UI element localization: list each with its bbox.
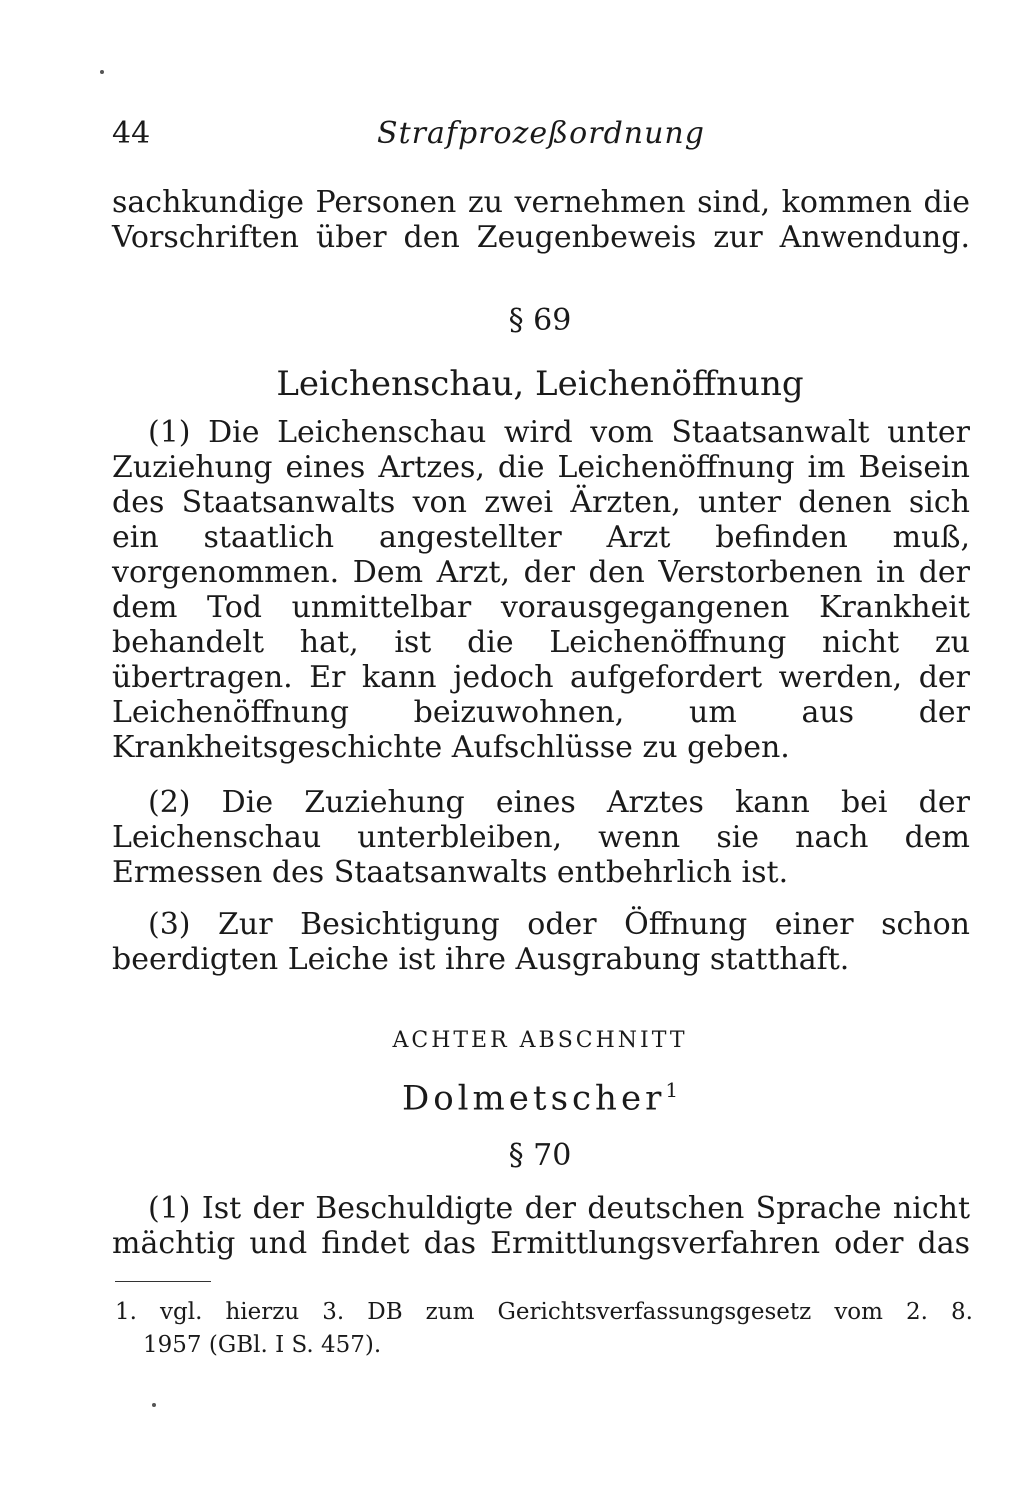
chapter-label: ACHTER ABSCHNITT [392, 1028, 688, 1053]
footnote-rule [115, 1281, 211, 1282]
chapter-footnote-mark: 1 [665, 1078, 679, 1102]
section-69-paragraph-3-block [112, 907, 970, 977]
chapter-title-text: Dolmetscher [401, 1078, 666, 1119]
section-70-paragraph-1-block [112, 1191, 970, 1261]
footnote [115, 1296, 973, 1362]
print-speck [100, 70, 104, 74]
chapter-title [0, 1078, 1024, 1118]
footnote-line-1: 1. vgl. hierzu 3. DB zum Gerichtsverfassungsgesetz vom 2. 8. [115, 1299, 973, 1325]
section-69-paragraph-1: (1) Die Leichenschau wird vom Staatsanwalt unter Zuziehung eines Artzes, die Leichenöffnung im Beisein des Staatsanwalts von zwei Ärzten, unter denen sich ein staatlich angestellter Arzt befinden muß, vorgenommen. Dem Arzt, der den Verstorbenen in der dem Tod unmittelbar vorausgegangenen Krankheit behandelt hat, ist die Leichenöffnung nicht zu übertragen. Er kann jedoch aufgefordert werden, der Leichenöffnung beizuwohnen, um aus der Krankheitsgeschichte Aufschlüsse zu geben. [112, 415, 970, 765]
print-speck [152, 1403, 156, 1407]
page-number: 44 [112, 116, 151, 151]
section-70-paragraph-1: (1) Ist der Beschuldigte der deutschen Sprache nicht mächtig und findet das Ermittlungsverfahren oder das [112, 1191, 970, 1261]
running-title: Strafprozeßordnung [377, 116, 705, 151]
section-69-sign: § 69 [508, 303, 572, 338]
page-header [112, 116, 970, 156]
section-69-paragraph-3: (3) Zur Besichtigung oder Öffnung einer schon beerdigten Leiche ist ihre Ausgrabung statthaft. [112, 907, 970, 977]
section-69-paragraph-1-block [112, 415, 970, 765]
section-69-title: Leichenschau, Leichenöffnung [276, 364, 804, 404]
section-69-paragraph-2-block [112, 785, 970, 890]
footnote-line-2: 1957 (GBl. I S. 457). [143, 1332, 382, 1358]
intro-paragraph: sachkundige Personen zu vernehmen sind, kommen die Vorschriften über den Zeugenbeweis zur Anwendung. [112, 185, 970, 255]
section-69-paragraph-2: (2) Die Zuziehung eines Arztes kann bei der Leichenschau unterbleiben, wenn sie nach dem Ermessen des Staatsanwalts entbehrlich ist. [112, 785, 970, 890]
section-70-sign: § 70 [508, 1138, 572, 1173]
intro-paragraph-block [112, 185, 970, 255]
